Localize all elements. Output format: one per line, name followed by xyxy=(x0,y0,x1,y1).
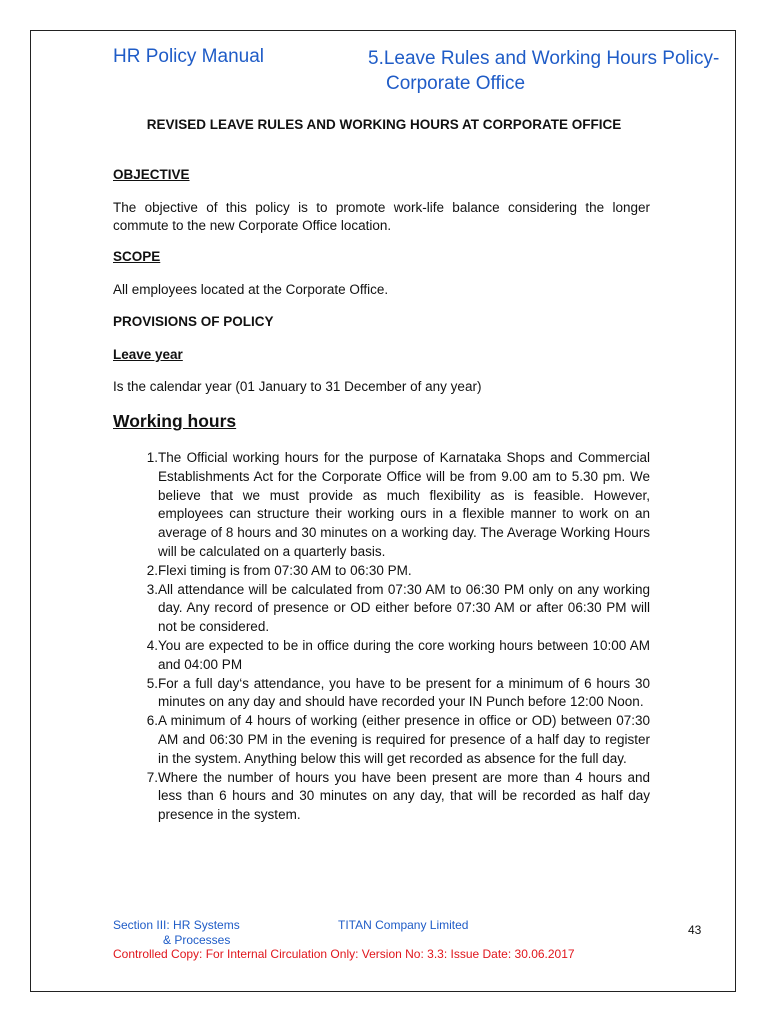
scope-heading: SCOPE xyxy=(113,249,161,264)
working-hours-heading: Working hours xyxy=(113,411,237,431)
header-chapter-title xyxy=(368,46,719,96)
list-item xyxy=(113,712,650,768)
list-number: 1. xyxy=(146,450,158,465)
list-item xyxy=(113,769,650,825)
list-text: A minimum of 4 hours of working (either presence in office or OD) between 07:30 AM and 06:30 PM in the evening is required for presence of a half day to register in the system. Anything below this will get recorded as absence for the full day. xyxy=(158,713,650,766)
objective-text: The objective of this policy is to promote work-life balance considering the longer commute to the new Corporate Office location. xyxy=(113,200,650,233)
list-number: 5. xyxy=(146,675,158,691)
scope-text: All employees located at the Corporate Office. xyxy=(113,282,389,297)
header-chapter-line1: 5.Leave Rules and Working Hours Policy- xyxy=(368,48,720,69)
leave-year-text: Is the calendar year (01 January to 31 December of any year) xyxy=(113,379,482,394)
footer-company: TITAN Company Limited xyxy=(338,918,469,932)
footer-section-line2: & Processes xyxy=(163,932,231,947)
list-text: Flexi timing is from 07:30 AM to 06:30 PM. xyxy=(158,562,412,578)
list-number: 2. xyxy=(146,562,158,578)
working-hours-list xyxy=(113,449,650,825)
footer-section-line1: Section III: HR Systems xyxy=(113,918,240,932)
page-number: 43 xyxy=(688,923,702,937)
list-text: The Official working hours for the purpose of Karnataka Shops and Commercial Establishments Act for the Corporate Office will be from 9.00 am to 5.30 pm. We believe that we must provide as much flexibility as is feasible. However, employees can structure their working ours in a flexible manner to work on an average of 8 hours and 30 minutes on a working day. The Average Working Hours will be calculated on a quarterly basis. xyxy=(158,450,650,559)
list-item xyxy=(113,675,650,713)
document-title: REVISED LEAVE RULES AND WORKING HOURS AT CORPORATE OFFICE xyxy=(146,117,622,132)
list-text: Where the number of hours you have been present are more than 4 hours and less than 6 hours and 30 minutes on any day, that will be recorded as half day presence in the system. xyxy=(158,769,650,823)
list-text: For a full day‘s attendance, you have to be present for a minimum of 6 hours 30 minutes on any day and should have recorded your IN Punch before 12:00 Noon. xyxy=(158,675,650,710)
footer-section xyxy=(113,918,240,947)
provisions-heading: PROVISIONS OF POLICY xyxy=(113,314,274,329)
list-text: You are expected to be in office during the core working hours between 10:00 AM and 04:00 PM xyxy=(158,637,650,672)
list-number: 6. xyxy=(146,713,158,729)
controlled-copy-notice: Controlled Copy: For Internal Circulation Only: Version No: 3.3: Issue Date: 30.06.2017 xyxy=(113,947,575,961)
list-item xyxy=(113,581,650,637)
list-item xyxy=(113,562,650,581)
list-item xyxy=(113,449,650,562)
list-number: 3. xyxy=(146,581,158,597)
objective-heading: OBJECTIVE xyxy=(113,167,190,182)
header-manual-title: HR Policy Manual xyxy=(113,46,264,67)
header-chapter-line2: Corporate Office xyxy=(386,73,526,94)
list-text: All attendance will be calculated from 07:30 AM to 06:30 PM only on any working day. Any record of presence or OD either before 07:30 AM or after 06:30 PM will not be considered. xyxy=(158,581,650,635)
list-number: 7. xyxy=(146,769,158,785)
list-number: 4. xyxy=(146,637,158,653)
leave-year-heading: Leave year xyxy=(113,347,183,362)
list-item xyxy=(113,637,650,675)
